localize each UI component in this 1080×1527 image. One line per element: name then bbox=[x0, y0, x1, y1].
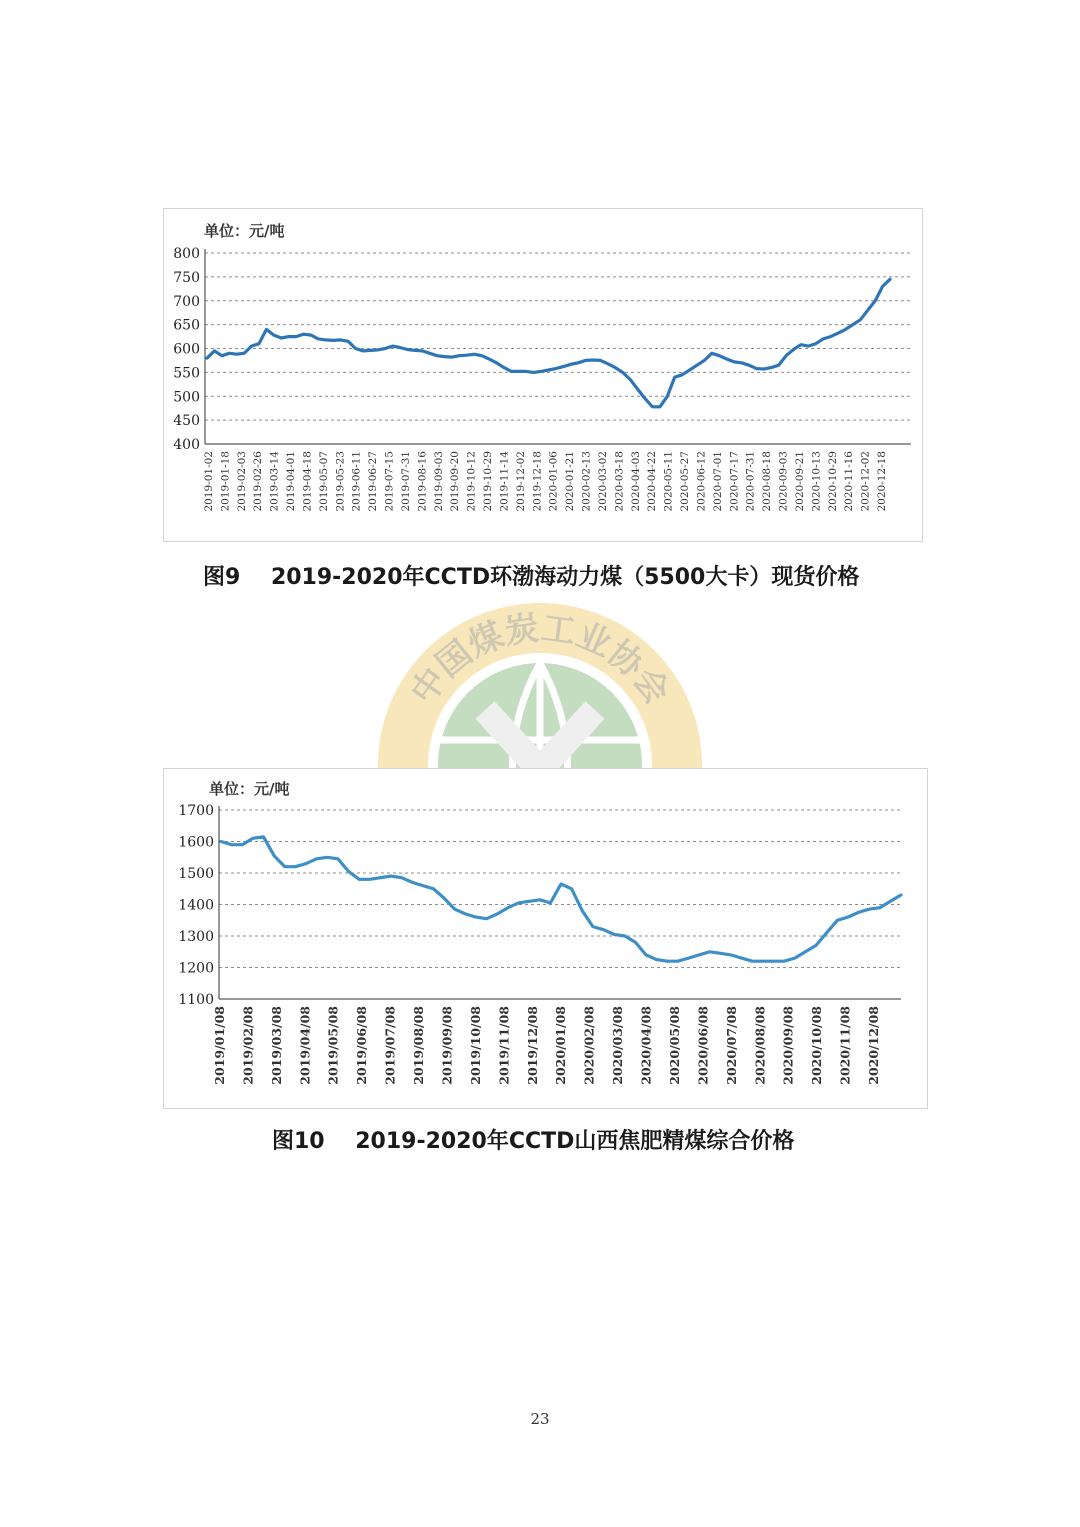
series-line-0 bbox=[221, 837, 901, 961]
x-tick-label: 2020-03-18 bbox=[613, 451, 626, 512]
x-tick-label: 2019/02/08 bbox=[240, 1006, 256, 1085]
x-tick-label: 2020-07-01 bbox=[711, 451, 724, 512]
x-tick-label: 2019-04-01 bbox=[285, 451, 298, 512]
chart-thermal-coal-svg bbox=[164, 209, 922, 541]
chart-thermal-coal-price bbox=[163, 208, 923, 542]
y-tick-label: 750 bbox=[173, 269, 200, 286]
x-tick-label: 2020/09/08 bbox=[780, 1006, 796, 1085]
y-tick-label: 400 bbox=[173, 437, 200, 453]
x-tick-label: 2020/04/08 bbox=[638, 1006, 654, 1085]
x-tick-label: 2020-07-17 bbox=[728, 451, 741, 512]
x-tick-label: 2019-07-31 bbox=[399, 451, 412, 512]
x-tick-label: 2019/03/08 bbox=[268, 1006, 284, 1085]
unit-label: 单位：元/吨 bbox=[209, 780, 290, 798]
x-tick-label: 2019/01/08 bbox=[212, 1006, 227, 1085]
x-tick-label: 2020/12/08 bbox=[866, 1006, 881, 1085]
y-tick-label: 600 bbox=[173, 341, 200, 358]
x-tick-label: 2020-10-29 bbox=[826, 451, 839, 512]
watermark-cn-text: 中国煤炭工业协会 bbox=[403, 608, 677, 712]
x-tick-label: 2019-09-03 bbox=[432, 451, 445, 512]
x-tick-label: 2019/08/08 bbox=[411, 1006, 427, 1085]
x-tick-label: 2020/06/08 bbox=[695, 1006, 711, 1085]
x-tick-label: 2019/07/08 bbox=[382, 1006, 398, 1085]
y-tick-label: 650 bbox=[173, 317, 200, 334]
x-tick-label: 2019-06-27 bbox=[367, 451, 380, 512]
x-tick-label: 2019-05-23 bbox=[334, 451, 347, 512]
x-tick-label: 2020/03/08 bbox=[610, 1006, 626, 1085]
x-tick-label: 2019-12-02 bbox=[514, 451, 527, 512]
axes bbox=[219, 806, 901, 999]
x-tick-label: 2020/07/08 bbox=[723, 1006, 739, 1085]
x-tick-label: 2019/09/08 bbox=[439, 1006, 455, 1085]
series-group bbox=[207, 279, 890, 407]
x-tick-label: 2019-08-16 bbox=[416, 451, 429, 512]
x-tick-label: 2019/11/08 bbox=[496, 1006, 512, 1085]
x-tick-label: 2020-05-27 bbox=[679, 451, 692, 512]
x-tick-label: 2020-09-21 bbox=[793, 451, 806, 512]
x-tick-label: 2020-02-13 bbox=[580, 451, 593, 512]
x-tick-label: 2020-08-18 bbox=[761, 451, 774, 512]
page-number: 23 bbox=[530, 1410, 550, 1428]
x-tick-label: 2020-10-13 bbox=[810, 451, 823, 512]
unit-label: 单位：元/吨 bbox=[204, 222, 285, 240]
x-tick-label: 2020-07-31 bbox=[744, 451, 757, 512]
x-tick-label: 2020-11-16 bbox=[843, 451, 856, 512]
y-tick-label: 500 bbox=[173, 389, 200, 406]
x-tick-label: 2020/01/08 bbox=[553, 1006, 569, 1085]
x-tick-label: 2020-04-03 bbox=[629, 451, 642, 512]
x-tick-label: 2019-02-26 bbox=[252, 451, 265, 512]
series-line-0 bbox=[207, 279, 890, 407]
y-tick-label: 450 bbox=[173, 413, 200, 430]
y-tick-label: 1400 bbox=[178, 897, 214, 914]
x-tick-label: 2019-10-12 bbox=[465, 451, 478, 512]
x-tick-label: 2020/10/08 bbox=[809, 1006, 825, 1085]
x-tick-label: 2019-03-14 bbox=[268, 451, 281, 512]
x-tick-label: 2019-02-03 bbox=[235, 451, 248, 512]
figure-caption-9: 图9 2019-2020年CCTD环渤海动力煤（5500大卡）现货价格 bbox=[203, 565, 860, 590]
x-tick-label: 2019-11-14 bbox=[498, 451, 511, 512]
x-tick-label: 2019-01-18 bbox=[219, 451, 232, 512]
x-tick-label: 2020/08/08 bbox=[752, 1006, 768, 1085]
y-axis-ticks bbox=[178, 803, 214, 1008]
x-tick-label: 2020-12-18 bbox=[876, 451, 888, 512]
x-tick-label: 2019/10/08 bbox=[467, 1006, 483, 1085]
x-tick-label: 2020-06-12 bbox=[695, 451, 708, 512]
chart-coking-coal-svg bbox=[164, 769, 927, 1108]
x-tick-label: 2020-09-03 bbox=[777, 451, 790, 512]
x-tick-label: 2020-05-11 bbox=[662, 451, 675, 512]
series-group bbox=[221, 837, 901, 962]
x-tick-label: 2019-05-07 bbox=[317, 451, 330, 512]
x-axis-ticks bbox=[203, 451, 888, 512]
y-tick-label: 1300 bbox=[178, 929, 214, 945]
x-tick-label: 2020/02/08 bbox=[581, 1006, 597, 1085]
y-tick-label: 1600 bbox=[178, 834, 214, 851]
x-tick-label: 2019-04-18 bbox=[301, 451, 314, 512]
x-tick-label: 2019-09-20 bbox=[449, 451, 462, 512]
x-tick-label: 2019/12/08 bbox=[524, 1006, 540, 1085]
y-tick-label: 1500 bbox=[178, 866, 214, 882]
y-tick-label: 1700 bbox=[178, 803, 214, 819]
x-tick-label: 2020-01-06 bbox=[547, 451, 560, 512]
x-tick-label: 2020/05/08 bbox=[666, 1006, 682, 1085]
x-tick-label: 2020-04-22 bbox=[646, 451, 659, 512]
y-tick-label: 1100 bbox=[178, 992, 214, 1008]
y-tick-label: 800 bbox=[173, 246, 200, 262]
chart-coking-coal-price bbox=[163, 768, 928, 1109]
x-tick-label: 2019-06-11 bbox=[350, 451, 363, 512]
figure-caption-10: 图10 2019-2020年CCTD山西焦肥精煤综合价格 bbox=[272, 1129, 795, 1154]
x-tick-label: 2019/04/08 bbox=[297, 1006, 313, 1085]
x-tick-label: 2019/06/08 bbox=[354, 1006, 370, 1085]
x-axis-ticks bbox=[212, 1006, 881, 1085]
x-tick-label: 2020/11/08 bbox=[837, 1006, 853, 1085]
x-tick-label: 2020-03-02 bbox=[596, 451, 609, 512]
x-tick-label: 2019-10-29 bbox=[482, 451, 495, 512]
y-axis-ticks bbox=[173, 246, 200, 453]
x-tick-label: 2020-12-02 bbox=[859, 451, 872, 512]
x-tick-label: 2019/05/08 bbox=[325, 1006, 341, 1085]
x-tick-label: 2020-01-21 bbox=[564, 451, 577, 512]
y-tick-label: 550 bbox=[173, 365, 200, 382]
y-tick-label: 1200 bbox=[178, 960, 214, 977]
x-tick-label: 2019-07-15 bbox=[383, 451, 396, 512]
x-tick-label: 2019-01-02 bbox=[203, 451, 215, 512]
x-tick-label: 2019-12-18 bbox=[531, 451, 544, 512]
y-tick-label: 700 bbox=[173, 293, 200, 310]
